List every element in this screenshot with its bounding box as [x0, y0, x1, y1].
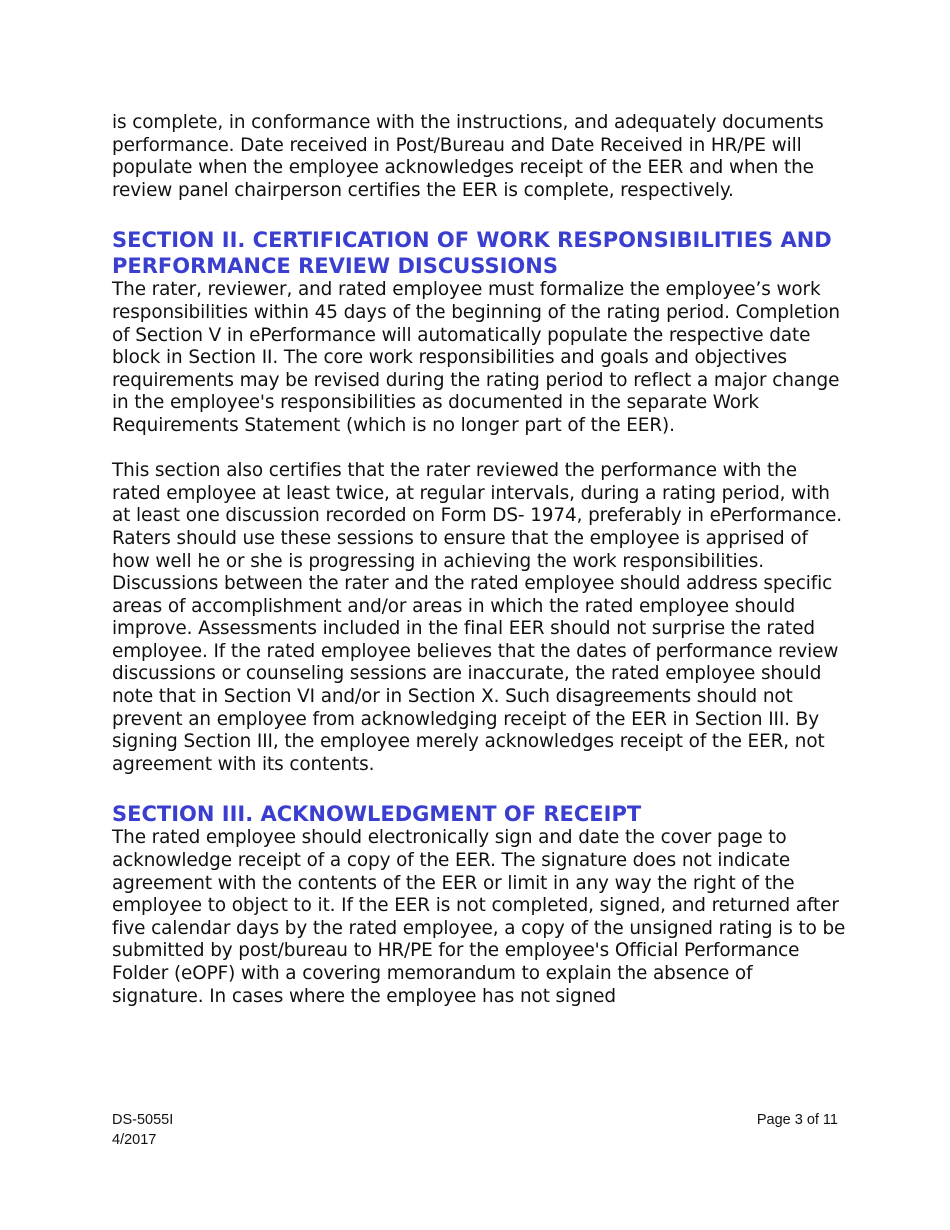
- footer-form-number: DS-5055I: [112, 1112, 174, 1128]
- section-3-heading: SECTION III. ACKNOWLEDGMENT OF RECEIPT: [112, 802, 642, 827]
- document-page: [112, 112, 847, 1008]
- footer-form-info: [112, 1110, 173, 1150]
- section-2-paragraph-1: The rater, reviewer, and rated employee must formalize the employee’s work responsibilities within 45 days of the beginning of the rating period. Completion of Section V in ePerformance will automatically populate the respective date block in Section II. The core work responsibilities and goals and objectives requirements may be revised during the rating period to reflect a major change in the employee's responsibilities as documented in the separate Work Requirements Statement (which is no longer part of the EER).: [112, 279, 840, 436]
- body-paragraph-intro-continuation: is complete, in conformance with the instructions, and adequately documents performance. Date received in Post/Bureau and Date Received in HR/PE will populate when the employee acknowledges receipt of the EER and when the review panel chairperson certifies the EER is complete, respectively.: [112, 112, 824, 201]
- section-2-paragraph-2: This section also certifies that the rater reviewed the performance with the rated employee at least twice, at regular intervals, during a rating period, with at least one discussion recorded on Form DS- 1974, preferably in ePerformance. Raters should use these sessions to ensure that the employee is apprised of how well he or she is progressing in achieving the work responsibilities. Discussions between the rater and the rated employee should address specific areas of accomplishment and/or areas in which the rated employee should improve. Assessments included in the final EER should not surprise the rated employee. If the rated employee believes that the dates of performance review discussions or counseling sessions are inaccurate, the rated employee should note that in Section VI and/or in Section X. Such disagreements should not prevent an employee from acknowledging receipt of the EER in Section III. By signing Section III, the employee merely acknowledges receipt of the EER, not agreement with its contents.: [112, 460, 842, 775]
- section-2-heading: SECTION II. CERTIFICATION OF WORK RESPONSIBILITIES AND PERFORMANCE REVIEW DISCUSSIONS: [112, 228, 832, 279]
- footer-form-date: 4/2017: [112, 1132, 157, 1148]
- section-3-paragraph-1: The rated employee should electronically sign and date the cover page to acknowledge receipt of a copy of the EER. The signature does not indicate agreement with the contents of the EER or limit in any way the right of the employee to object to it. If the EER is not completed, signed, and returned after five calendar days by the rated employee, a copy of the unsigned rating is to be submitted by post/bureau to HR/PE for the employee's Official Performance Folder (eOPF) with a covering memorandum to explain the absence of signature. In cases where the employee has not signed: [112, 827, 846, 1007]
- footer-page-number: Page 3 of 11: [756, 1112, 838, 1128]
